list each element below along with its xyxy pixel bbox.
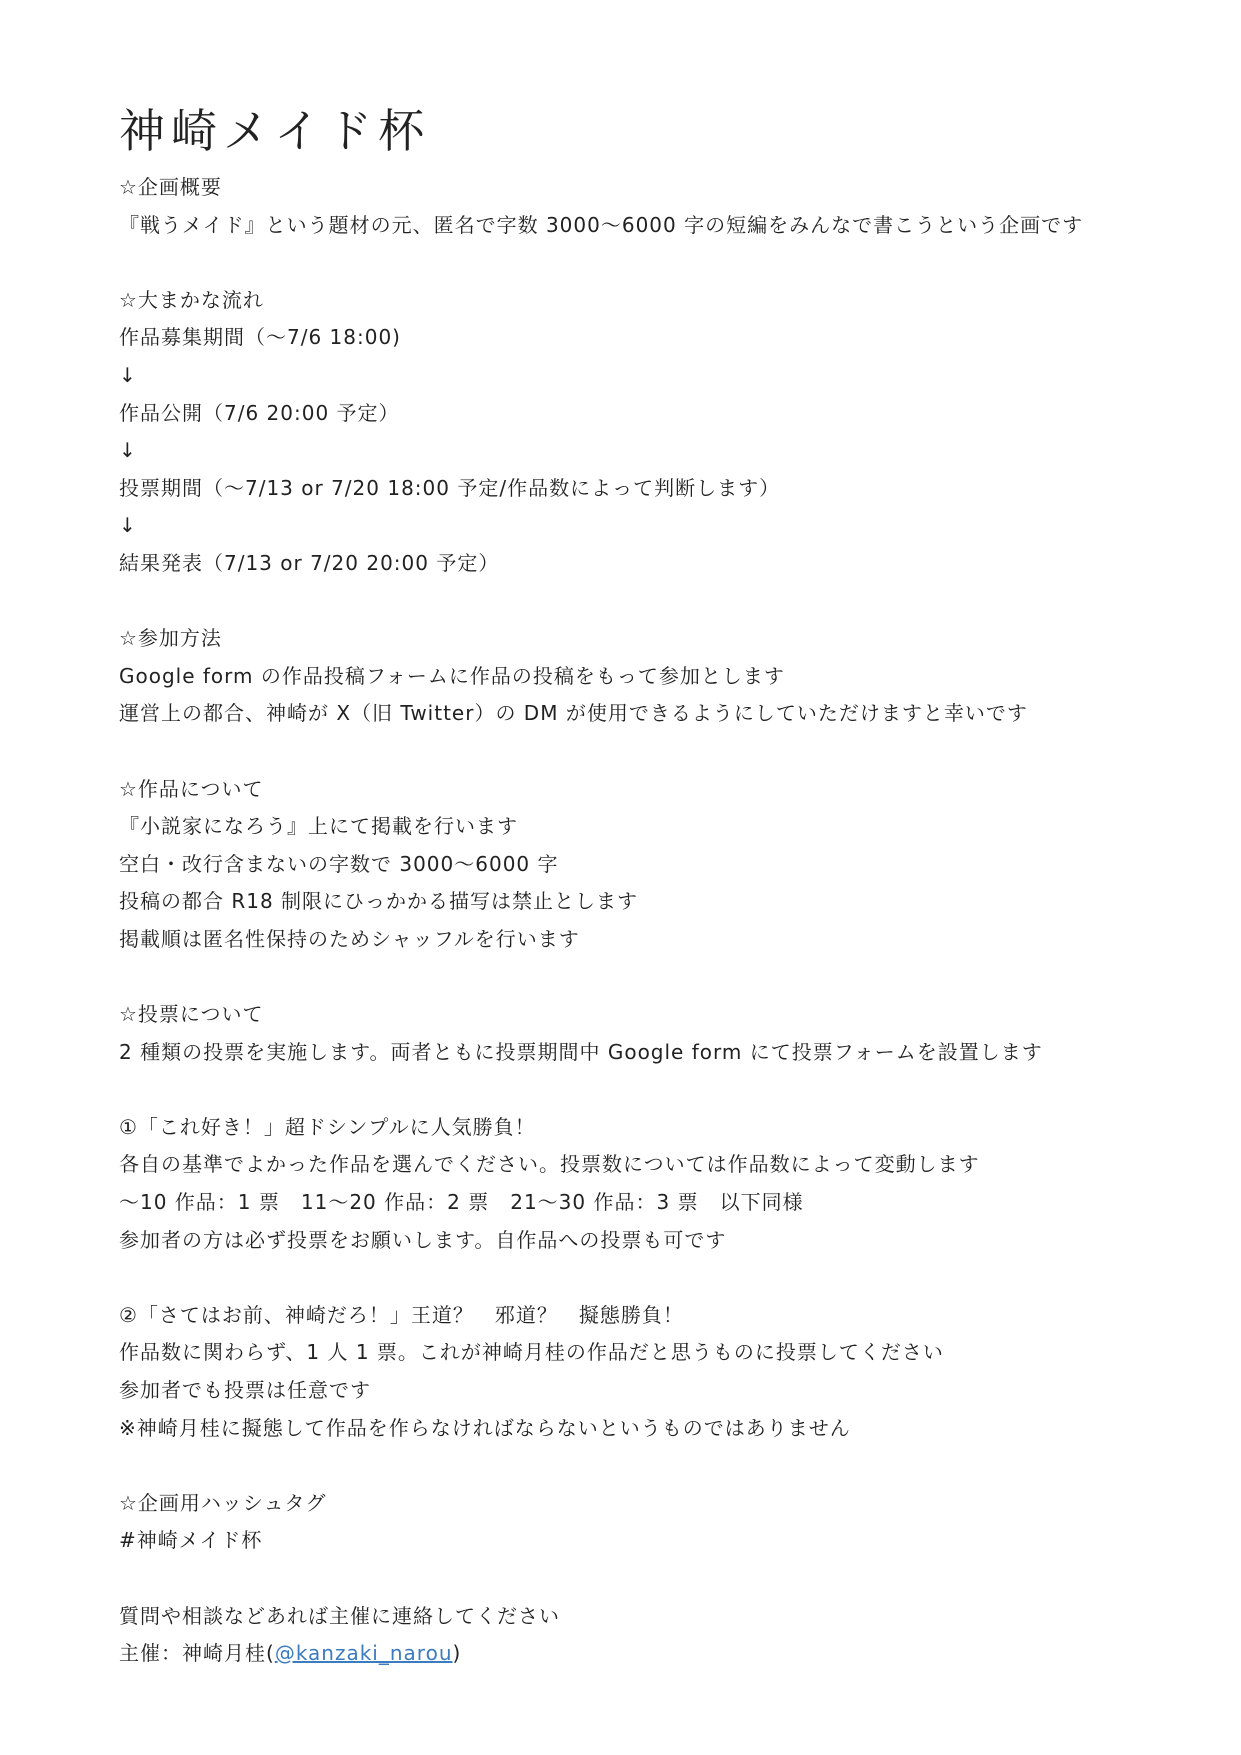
overview-heading: ☆企画概要	[119, 175, 222, 199]
spacer	[119, 1071, 1139, 1109]
participation-line: Google form の作品投稿フォームに作品の投稿をもって参加とします	[119, 663, 785, 688]
down-arrow-icon: ↓	[119, 513, 137, 538]
organizer-suffix: )	[452, 1641, 462, 1666]
spacer	[119, 583, 1139, 621]
spacer	[119, 1259, 1139, 1297]
contact-line: 質問や相談などあれば主催に連絡してください	[119, 1603, 560, 1628]
flow-step-publish: 作品公開（7/6 20:00 予定）	[119, 400, 400, 425]
vote1-line: ～10 作品：1 票 11～20 作品：2 票 21～30 作品：3 票 以下同様	[119, 1190, 804, 1215]
works-heading: ☆作品について	[119, 776, 264, 801]
organizer-line	[119, 1635, 1139, 1673]
participation-heading: ☆参加方法	[119, 626, 222, 651]
flow-heading: ☆大まかな流れ	[119, 287, 264, 312]
works-line: 掲載順は匿名性保持のためシャッフルを行います	[119, 926, 580, 951]
spacer	[119, 733, 1139, 771]
vote1-line: 各自の基準でよかった作品を選んでください。投票数については作品数によって変動します	[119, 1152, 980, 1177]
organizer-prefix: 主催：神崎月桂(	[119, 1641, 275, 1666]
overview-text: 『戦うメイド』という題材の元、匿名で字数 3000～6000 字の短編をみんなで書こうという企画です	[119, 212, 1084, 237]
vote2-line: 作品数に関わらず、1 人 1 票。これが神崎月桂の作品だと思うものに投票してください	[119, 1340, 944, 1365]
works-line: 空白・改行含まないの字数で 3000～6000 字	[119, 851, 559, 876]
down-arrow-icon: ↓	[119, 438, 137, 463]
vote1-line: 参加者の方は必ず投票をお願いします。自作品への投票も可です	[119, 1227, 727, 1252]
voting-heading: ☆投票について	[119, 1002, 264, 1027]
down-arrow-icon: ↓	[119, 362, 137, 387]
spacer	[119, 1560, 1139, 1598]
vote1-heading: ①「これ好き！」超ドシンプルに人気勝負！	[119, 1114, 536, 1139]
hashtag-heading: ☆企画用ハッシュタグ	[119, 1490, 327, 1515]
spacer	[119, 958, 1139, 996]
spacer	[119, 1447, 1139, 1485]
flow-step-voting: 投票期間（～7/13 or 7/20 18:00 予定/作品数によって判断します）	[119, 475, 781, 500]
vote2-line: ※神崎月桂に擬態して作品を作らなければならないというものではありません	[119, 1415, 851, 1440]
flow-step-results: 結果発表（7/13 or 7/20 20:00 予定）	[119, 550, 500, 575]
works-line: 投稿の都合 R18 制限にひっかかる描写は禁止とします	[119, 889, 639, 914]
vote2-line: 参加者でも投票は任意です	[119, 1378, 371, 1402]
organizer-handle-link[interactable]: @kanzaki_narou	[274, 1641, 453, 1666]
hashtag-text: #神崎メイド杯	[119, 1528, 263, 1553]
vote2-heading: ②「さてはお前、神崎だろ！」王道？ 邪道？ 擬態勝負！	[119, 1302, 684, 1327]
document-title: 神崎メイド杯	[119, 104, 431, 158]
document-page	[119, 96, 1139, 1673]
spacer	[119, 244, 1139, 282]
participation-line: 運営上の都合、神崎が X（旧 Twitter）の DM が使用できるようにしていただけますと幸いです	[119, 701, 1028, 726]
flow-step-submission: 作品募集期間（～7/6 18:00)	[119, 325, 401, 350]
works-line: 『小説家になろう』上にて掲載を行います	[119, 814, 518, 839]
voting-line: 2 種類の投票を実施します。両者ともに投票期間中 Google form にて投票フォームを設置します	[119, 1039, 1043, 1064]
